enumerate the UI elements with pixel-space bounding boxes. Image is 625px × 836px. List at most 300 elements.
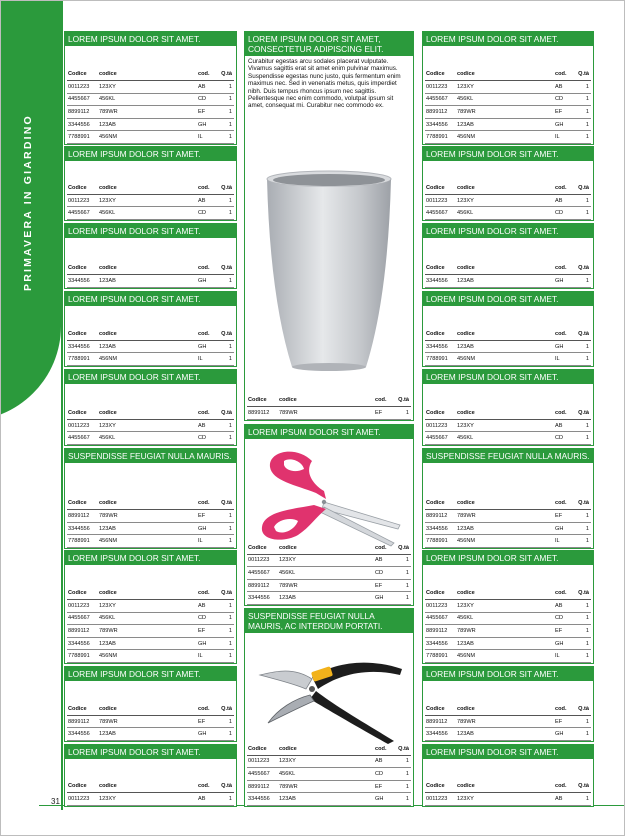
cell-codice: 789WR [457,628,476,635]
cell-quantity: 1 [405,557,409,564]
cell-quantity: 1 [228,653,232,660]
table-header [425,328,591,341]
product-title: LOREM IPSUM DOLOR SIT AMET. [423,147,593,161]
header-codice-alt: codice [457,330,475,337]
cell-codice: 123XY [457,83,474,90]
cell-codice: 123XY [99,602,116,609]
cell-quantity: 1 [228,109,232,116]
cell-code: 3344556 [68,121,90,128]
cell-code: 4455667 [68,210,90,217]
product-title: LOREM IPSUM DOLOR SIT AMET. [65,370,236,384]
cell-code: 0011223 [68,422,90,429]
header-codice-alt: codice [457,409,475,416]
header-codice: Codice [68,265,87,272]
cell-code: 3344556 [68,640,90,647]
cell-code: 3344556 [68,731,90,738]
cell-cod: GH [198,343,207,350]
cell-codice: 789WR [457,513,476,520]
table-row [425,728,591,741]
table-header [247,542,411,555]
cell-codice: 123AB [457,121,474,128]
product-title: LOREM IPSUM DOLOR SIT AMET. [423,224,593,238]
cell-quantity: 1 [228,640,232,647]
cell-cod: IL [198,653,203,660]
table-row [425,275,591,288]
header-cod: cod. [555,265,567,272]
cell-codice: 123AB [457,731,474,738]
table-header [67,780,234,793]
table-row [425,523,591,536]
cell-cod: AB [198,422,206,429]
header-cod: cod. [198,409,210,416]
cell-cod: GH [198,640,207,647]
column-divider-line [61,1,63,810]
header-codice: Codice [426,265,445,272]
cell-quantity: 1 [228,525,232,532]
header-cod: cod. [555,500,567,507]
table-header [247,394,411,407]
header-cod: cod. [375,544,387,551]
cell-cod: AB [198,796,206,803]
table-header [425,262,591,275]
cell-code: 4455667 [426,96,448,103]
table-row [67,510,234,523]
cell-codice: 456NM [457,538,476,545]
table-row [67,131,234,144]
header-quantity: Q.tà [398,397,409,404]
cell-codice: 123AB [457,640,474,647]
cell-quantity: 1 [405,582,409,589]
cell-code: 8899112 [68,513,90,520]
cell-codice: 123AB [99,731,116,738]
cell-quantity: 1 [585,796,589,803]
cell-quantity: 1 [585,422,589,429]
product-title: LOREM IPSUM DOLOR SIT AMET. [423,551,593,565]
cell-code: 3344556 [68,343,90,350]
product-description: Curabitur egestas arcu sodales placerat vulputate. Vivamus sagittis erat sit amet enim pulvinar maximus. Suspendisse egestas nunc justo, quis fermentum enim maximus nec. Sed in venenatis metus, quis imperdiet nibh. Duis tempus rhoncus ipsum nec sagittis. Pellentesque nec enim commodo, volutpat ipsum sit amet, consequat mi. Curabitur nec commodo ex. [248,58,401,110]
header-codice: Codice [248,544,267,551]
cell-codice: 456NM [457,134,476,141]
cell-codice: 123AB [99,121,116,128]
cell-codice: 123AB [457,343,474,350]
header-codice: Codice [68,409,87,416]
product-table [425,182,591,220]
cell-code: 8899112 [426,628,448,635]
product-title: SUSPENDISSE FEUGIAT NULLA MAURIS. [65,449,236,463]
cell-code: 0011223 [426,197,448,204]
table-row [67,341,234,354]
product-title: LOREM IPSUM DOLOR SIT AMET. [423,667,593,681]
cell-codice: 123AB [279,595,296,602]
cell-cod: AB [555,602,563,609]
header-quantity: Q.tà [221,409,232,416]
cell-code: 0011223 [426,83,448,90]
cell-code: 3344556 [68,525,90,532]
cell-codice: 123XY [457,197,474,204]
product-title: LOREM IPSUM DOLOR SIT AMET. [65,745,236,759]
product-table [67,262,234,288]
cell-quantity: 1 [228,602,232,609]
cell-codice: 123AB [457,525,474,532]
header-cod: cod. [198,783,210,790]
header-quantity: Q.tà [578,590,589,597]
product-title: LOREM IPSUM DOLOR SIT AMET. [423,370,593,384]
header-codice: Codice [68,500,87,507]
cell-codice: 123XY [99,197,116,204]
cell-code: 3344556 [426,343,448,350]
cell-quantity: 1 [228,422,232,429]
cell-code: 8899112 [68,718,90,725]
table-row [425,341,591,354]
cell-quantity: 1 [228,718,232,725]
cell-cod: CD [375,771,384,778]
header-cod: cod. [198,590,210,597]
table-row [425,131,591,144]
cell-code: 8899112 [248,783,270,790]
cell-codice: 123XY [457,422,474,429]
table-row [247,592,411,605]
cell-code: 0011223 [68,796,90,803]
product-title: LOREM IPSUM DOLOR SIT AMET. [423,292,593,306]
cell-cod: AB [555,83,563,90]
cell-quantity: 1 [228,731,232,738]
table-header [67,68,234,81]
cell-codice: 789WR [99,109,118,116]
header-quantity: Q.tà [578,409,589,416]
cell-cod: IL [555,134,560,141]
header-cod: cod. [555,705,567,712]
header-codice-alt: codice [457,71,475,78]
cell-code: 0011223 [68,602,90,609]
cell-quantity: 1 [585,278,589,285]
cell-cod: EF [375,410,383,417]
cell-quantity: 1 [405,771,409,778]
table-row [67,793,234,806]
cell-codice: 456NM [99,653,118,660]
cell-codice: 456KL [99,615,116,622]
cell-quantity: 1 [228,343,232,350]
product-table [247,394,411,420]
cell-cod: IL [555,356,560,363]
cell-code: 8899112 [426,513,448,520]
cell-code: 3344556 [426,525,448,532]
header-codice-alt: codice [99,184,117,191]
product-table [425,587,591,663]
cell-cod: IL [198,356,203,363]
cell-codice: 123AB [457,278,474,285]
cell-codice: 123XY [279,758,296,765]
cell-quantity: 1 [228,538,232,545]
cell-code: 4455667 [426,435,448,442]
cell-cod: CD [198,435,207,442]
product-table [67,497,234,548]
header-cod: cod. [555,71,567,78]
header-quantity: Q.tà [578,500,589,507]
cell-quantity: 1 [228,197,232,204]
cell-codice: 123AB [99,640,116,647]
cell-quantity: 1 [585,134,589,141]
product-box [64,223,237,289]
table-row [247,756,411,769]
table-row [67,353,234,366]
cell-quantity: 1 [585,83,589,90]
product-table [67,68,234,144]
cell-code: 3344556 [248,796,270,803]
header-cod: cod. [555,330,567,337]
table-header [67,262,234,275]
cell-codice: 456KL [99,210,116,217]
plant-pot-image [245,167,413,377]
cell-cod: CD [375,570,384,577]
cell-code: 4455667 [68,615,90,622]
cell-code: 0011223 [426,422,448,429]
product-table [425,497,591,548]
header-codice: Codice [68,330,87,337]
table-row [247,793,411,806]
product-box [64,31,237,145]
table-header [425,182,591,195]
cell-quantity: 1 [585,525,589,532]
cell-quantity: 1 [228,435,232,442]
header-quantity: Q.tà [221,783,232,790]
table-row [67,716,234,729]
table-header [425,703,591,716]
table-row [247,768,411,781]
cell-cod: GH [198,121,207,128]
header-cod: cod. [198,330,210,337]
cell-code: 7788991 [68,134,90,141]
cell-codice: 123XY [99,796,116,803]
cell-code: 0011223 [68,197,90,204]
table-row [425,106,591,119]
header-cod: cod. [555,184,567,191]
cell-cod: CD [555,96,564,103]
product-table [425,328,591,366]
table-header [67,587,234,600]
header-codice-alt: codice [457,184,475,191]
product-title: LOREM IPSUM DOLOR SIT AMET. [65,292,236,306]
cell-codice: 456KL [457,210,474,217]
product-table [425,68,591,144]
cell-quantity: 1 [405,796,409,803]
cell-cod: EF [198,628,206,635]
cell-code: 7788991 [426,356,448,363]
cell-quantity: 1 [228,513,232,520]
product-box [422,744,594,807]
cell-cod: IL [555,653,560,660]
table-header [67,182,234,195]
table-header [67,703,234,716]
product-title: LOREM IPSUM DOLOR SIT AMET. [65,224,236,238]
cell-codice: 789WR [279,783,298,790]
product-box [64,666,237,742]
table-row [67,432,234,445]
table-row [425,81,591,94]
cell-cod: AB [198,602,206,609]
product-box [422,550,594,664]
product-box [422,666,594,742]
cell-quantity: 1 [405,758,409,765]
header-codice-alt: codice [279,397,297,404]
header-codice-alt: codice [457,783,475,790]
cell-cod: CD [198,210,207,217]
table-row [425,638,591,651]
table-row [425,432,591,445]
cell-quantity: 1 [585,96,589,103]
header-quantity: Q.tà [578,330,589,337]
header-cod: cod. [555,409,567,416]
cell-quantity: 1 [228,615,232,622]
product-table [425,262,591,288]
table-row [67,613,234,626]
table-row [67,275,234,288]
header-quantity: Q.tà [578,71,589,78]
table-row [425,535,591,548]
cell-codice: 456NM [457,653,476,660]
cell-code: 3344556 [426,121,448,128]
product-title: LOREM IPSUM DOLOR SIT AMET. [423,745,593,759]
header-quantity: Q.tà [221,184,232,191]
header-codice-alt: codice [99,265,117,272]
cell-cod: GH [555,278,564,285]
cell-codice: 789WR [457,718,476,725]
cell-quantity: 1 [585,513,589,520]
product-box [422,369,594,446]
cell-cod: AB [375,758,383,765]
header-codice: Codice [68,705,87,712]
table-header [67,497,234,510]
cell-cod: GH [555,525,564,532]
product-box [64,550,237,664]
table-row [67,94,234,107]
cell-code: 7788991 [426,538,448,545]
cell-quantity: 1 [228,121,232,128]
cell-code: 7788991 [68,356,90,363]
cell-codice: 789WR [279,410,298,417]
cell-code: 0011223 [248,758,270,765]
cell-code: 8899112 [426,109,448,116]
cell-quantity: 1 [585,121,589,128]
product-title: SUSPENDISSE FEUGIAT NULLA MAURIS. [423,449,593,463]
cell-codice: 123AB [99,525,116,532]
product-title: LOREM IPSUM DOLOR SIT AMET. [65,147,236,161]
cell-cod: GH [375,595,384,602]
header-codice: Codice [426,71,445,78]
cell-codice: 456KL [99,96,116,103]
header-quantity: Q.tà [398,544,409,551]
table-row [67,420,234,433]
header-quantity: Q.tà [221,500,232,507]
cell-codice: 123XY [457,602,474,609]
table-header [425,497,591,510]
cell-code: 4455667 [68,435,90,442]
table-header [425,587,591,600]
product-table [247,542,411,605]
product-box [64,146,237,221]
product-table [67,780,234,806]
product-title: LOREM IPSUM DOLOR SIT AMET. [245,425,413,439]
cell-cod: IL [555,538,560,545]
table-header [425,407,591,420]
cell-code: 0011223 [248,557,270,564]
header-quantity: Q.tà [221,71,232,78]
table-row [425,207,591,220]
header-codice: Codice [248,745,267,752]
cell-quantity: 1 [228,134,232,141]
featured-product-box [244,424,414,606]
table-row [425,119,591,132]
cell-quantity: 1 [228,210,232,217]
cell-code: 4455667 [248,771,270,778]
cell-cod: CD [198,615,207,622]
cell-quantity: 1 [585,435,589,442]
cell-quantity: 1 [228,796,232,803]
header-codice: Codice [68,590,87,597]
cell-code: 7788991 [426,653,448,660]
cell-codice: 456NM [99,134,118,141]
cell-cod: EF [555,109,563,116]
cell-code: 0011223 [426,796,448,803]
table-row [425,793,591,806]
cell-cod: EF [555,513,563,520]
cell-codice: 123AB [279,796,296,803]
header-codice: Codice [426,500,445,507]
section-label: PRIMAVERA IN GIARDINO [22,114,34,292]
table-row [67,728,234,741]
header-cod: cod. [375,397,387,404]
cell-quantity: 1 [228,83,232,90]
cell-codice: 456KL [457,435,474,442]
product-title: SUSPENDISSE FEUGIAT NULLA MAURIS, AC INTERDUM PORTATI. [245,609,413,633]
header-cod: cod. [555,783,567,790]
product-box [422,223,594,289]
table-row [247,407,411,420]
table-row [425,94,591,107]
table-row [67,535,234,548]
table-row [425,420,591,433]
cell-cod: AB [555,422,563,429]
header-quantity: Q.tà [221,330,232,337]
product-table [67,407,234,445]
table-header [425,780,591,793]
header-codice-alt: codice [99,783,117,790]
cell-code: 7788991 [426,134,448,141]
featured-product-box [244,608,414,807]
cell-quantity: 1 [228,96,232,103]
cell-codice: 123XY [457,796,474,803]
cell-quantity: 1 [585,628,589,635]
header-quantity: Q.tà [578,265,589,272]
cell-cod: AB [198,197,206,204]
cell-cod: CD [555,615,564,622]
cell-cod: CD [555,435,564,442]
cell-quantity: 1 [585,602,589,609]
header-codice: Codice [426,590,445,597]
table-header [247,743,411,756]
cell-codice: 456KL [279,771,296,778]
header-codice: Codice [68,184,87,191]
product-table [67,182,234,220]
product-table [67,328,234,366]
cell-cod: IL [198,538,203,545]
table-row [67,195,234,208]
cell-cod: IL [198,134,203,141]
header-cod: cod. [198,184,210,191]
header-codice-alt: codice [99,330,117,337]
cell-codice: 456KL [457,615,474,622]
product-title: LOREM IPSUM DOLOR SIT AMET. [65,32,236,46]
cell-code: 7788991 [68,538,90,545]
